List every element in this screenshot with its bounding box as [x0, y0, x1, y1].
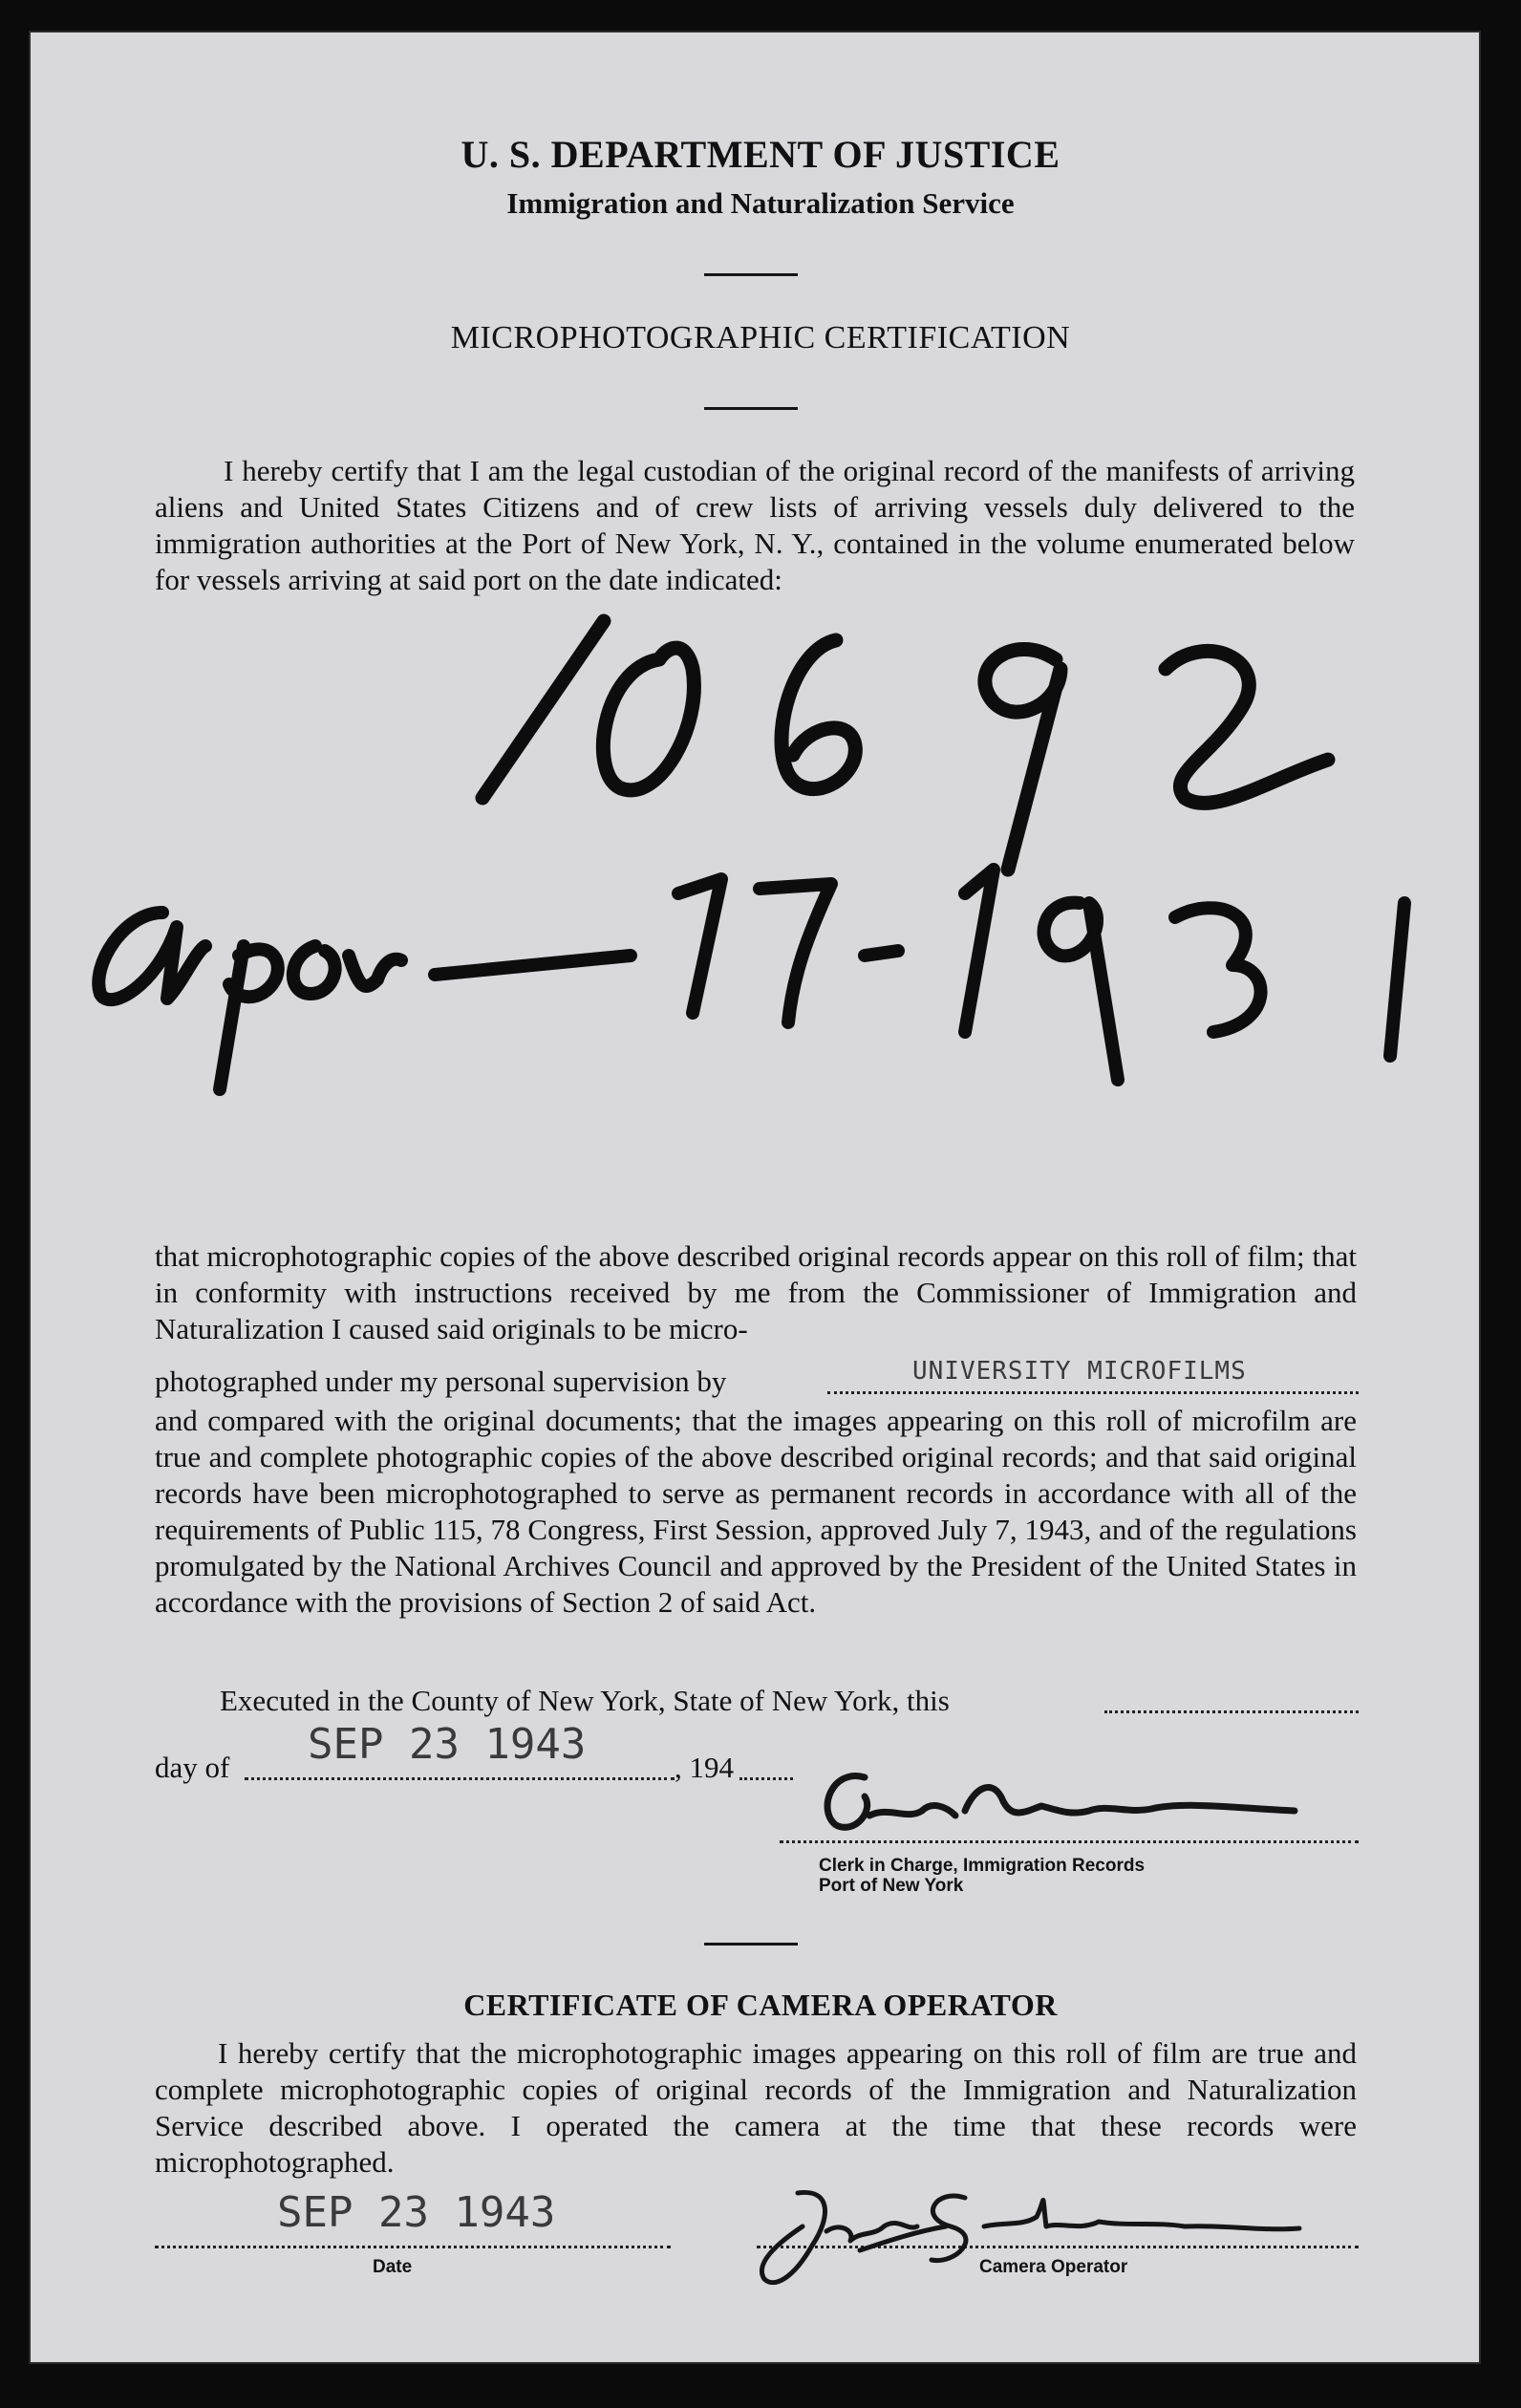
- day-of-label: day of: [155, 1751, 230, 1784]
- camera-operator-label: Camera Operator: [979, 2257, 1128, 2277]
- certification-paragraph-a: that microphotographic copies of the above described original records appear on this roll of film; that in conformity with instructions received by me from the Commissioner of Immigration and Naturalization I caused said originals to be micro-: [155, 1239, 1357, 1345]
- day-date-stamp: SEP 23 1943: [308, 1720, 587, 1769]
- executed-line: Executed in the County of New York, State of New York, this: [220, 1684, 950, 1717]
- department-heading: U. S. DEPARTMENT OF JUSTICE: [461, 133, 1060, 176]
- certification-paragraph-b: and compared with the original documents; that the images appearing on this roll of microfilm are true and complete photographic copies of the above described original records; and that said original records have been microphotographed to serve as permanent records in accordance with all of the requirements of Public 115, 78 Congress, First Session, approved July 7, 1943, and of the regulations promulgated by the National Archives Council and approved by the President of the United States in accordance with the provisions of Section 2 of said Act.: [155, 1404, 1357, 1619]
- intro-paragraph: I hereby certify that I am the legal custodian of the original record of the manifests of arriving aliens and United States Citizens and of crew lists of arriving vessels duly delivered to the immigration authorities at the Port of New York, N. Y., contained in the volume enumerated below for vessels arriving at said port on the date indicated:: [155, 454, 1355, 596]
- clerk-port: Port of New York: [819, 1876, 964, 1896]
- supervision-line-label: photographed under my personal supervision by: [155, 1365, 727, 1398]
- service-subheading: Immigration and Naturalization Service: [506, 186, 1015, 220]
- camera-certificate-paragraph: I hereby certify that the microphotographic images appearing on this roll of film are true and complete microphotographic copies of original records of the Immigration and Naturalization Service described above. I operated the camera at the time that these records were microphotographed.: [155, 2036, 1357, 2179]
- camera-certificate-title: CERTIFICATE OF CAMERA OPERATOR: [463, 1988, 1058, 2022]
- document-title: MICROPHOTOGRAPHIC CERTIFICATION: [450, 320, 1071, 355]
- year-label: , 194: [675, 1751, 734, 1784]
- clerk-title: Clerk in Charge, Immigration Records: [819, 1856, 1146, 1876]
- camera-date-stamp: SEP 23 1943: [277, 2188, 556, 2237]
- date-label: Date: [373, 2257, 413, 2277]
- supervisor-stamp: UNIVERSITY MICROFILMS: [912, 1357, 1247, 1386]
